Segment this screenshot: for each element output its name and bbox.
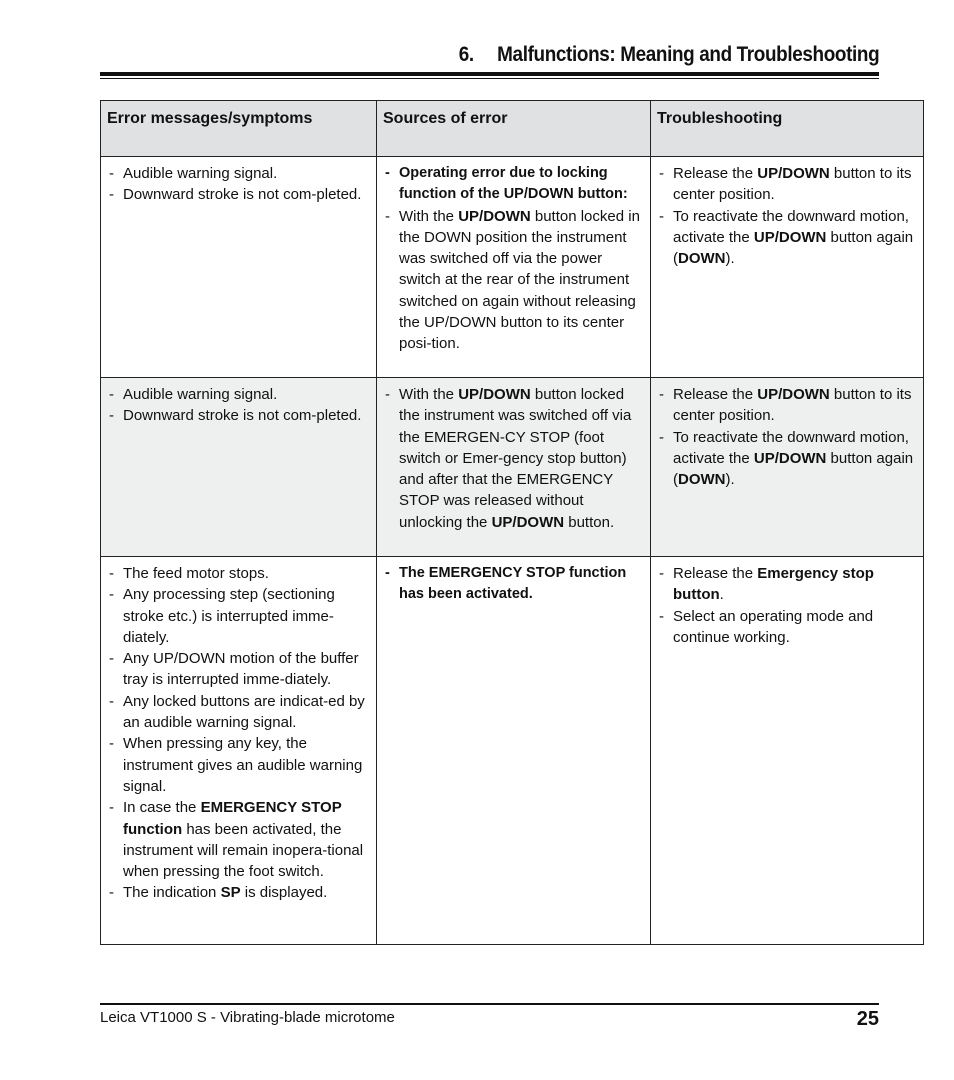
symptom-item: - Any processing step (sectioning stroke etc.) is interrupted imme-diately. <box>107 584 368 648</box>
symptom-item: - Downward stroke is not com-pleted. <box>107 184 368 205</box>
remedy-item: - To reactivate the downward motion, activate the UP/DOWN button again (DOWN). <box>657 206 915 270</box>
column-header-symptoms: Error messages/symptoms <box>101 101 377 157</box>
symptom-item: - Audible warning signal. <box>107 163 368 184</box>
section-number: 6. <box>458 43 474 66</box>
table-header-row <box>101 101 924 157</box>
troubleshooting-table <box>100 100 924 945</box>
symptom-item: - When pressing any key, the instrument gives an audible warning signal. <box>107 733 368 797</box>
symptom-item: - In case the EMERGENCY STOP function has been activated, the instrument will remain inopera-tional when pressing the foot switch. <box>107 797 368 882</box>
remedy-item: - Release the UP/DOWN button to its center position. <box>657 384 915 427</box>
sources-cell <box>377 557 651 945</box>
symptoms-cell <box>101 557 377 945</box>
remedy-item: - Select an operating mode and continue working. <box>657 606 915 649</box>
table-row <box>101 557 924 945</box>
remedy-item: - Release the Emergency stop button. <box>657 563 915 606</box>
footer-document-title: Leica VT1000 S - Vibrating-blade microtome <box>100 1009 395 1026</box>
symptom-item: - Any UP/DOWN motion of the buffer tray is interrupted imme-diately. <box>107 648 368 691</box>
symptom-item: - Any locked buttons are indicat-ed by an audible warning signal. <box>107 691 368 734</box>
symptom-item: - Audible warning signal. <box>107 384 368 405</box>
page-header-title <box>458 43 879 67</box>
source-heading: - Operating error due to locking function of the UP/DOWN button: <box>383 163 642 206</box>
footer-rule <box>100 1003 879 1005</box>
page-number: 25 <box>856 1008 879 1030</box>
remedies-cell <box>651 378 924 557</box>
symptom-item: - The feed motor stops. <box>107 563 368 584</box>
section-title: Malfunctions: Meaning and Troubleshooting <box>496 43 879 66</box>
remedies-cell <box>651 557 924 945</box>
header-rule-thick <box>100 72 879 76</box>
source-heading: - The EMERGENCY STOP function has been activated. <box>383 563 642 606</box>
symptoms-cell <box>101 157 377 378</box>
table-row <box>101 157 924 378</box>
column-header-troubleshooting: Troubleshooting <box>651 101 924 157</box>
sources-cell <box>377 157 651 378</box>
symptom-item: - Downward stroke is not com-pleted. <box>107 405 368 426</box>
symptom-item: - The indication SP is displayed. <box>107 882 368 903</box>
source-item: - With the UP/DOWN button locked in the DOWN position the instrument was switched off via the power switch at the rear of the instrument switched on again without releasing the UP/DOWN button to its center posi-tion. <box>383 206 642 355</box>
remedy-item: - To reactivate the downward motion, activate the UP/DOWN button again (DOWN). <box>657 427 915 491</box>
source-item: - With the UP/DOWN button locked the instrument was switched off via the EMERGEN-CY STOP (foot switch or Emer-gency stop button) and after that the EMERGENCY STOP was released without unlocking the UP/DOWN button. <box>383 384 642 533</box>
column-header-sources: Sources of error <box>377 101 651 157</box>
header-rule-thin <box>100 78 879 79</box>
sources-cell <box>377 378 651 557</box>
remedy-item: - Release the UP/DOWN button to its center position. <box>657 163 915 206</box>
remedies-cell <box>651 157 924 378</box>
symptoms-cell <box>101 378 377 557</box>
table-row <box>101 378 924 557</box>
